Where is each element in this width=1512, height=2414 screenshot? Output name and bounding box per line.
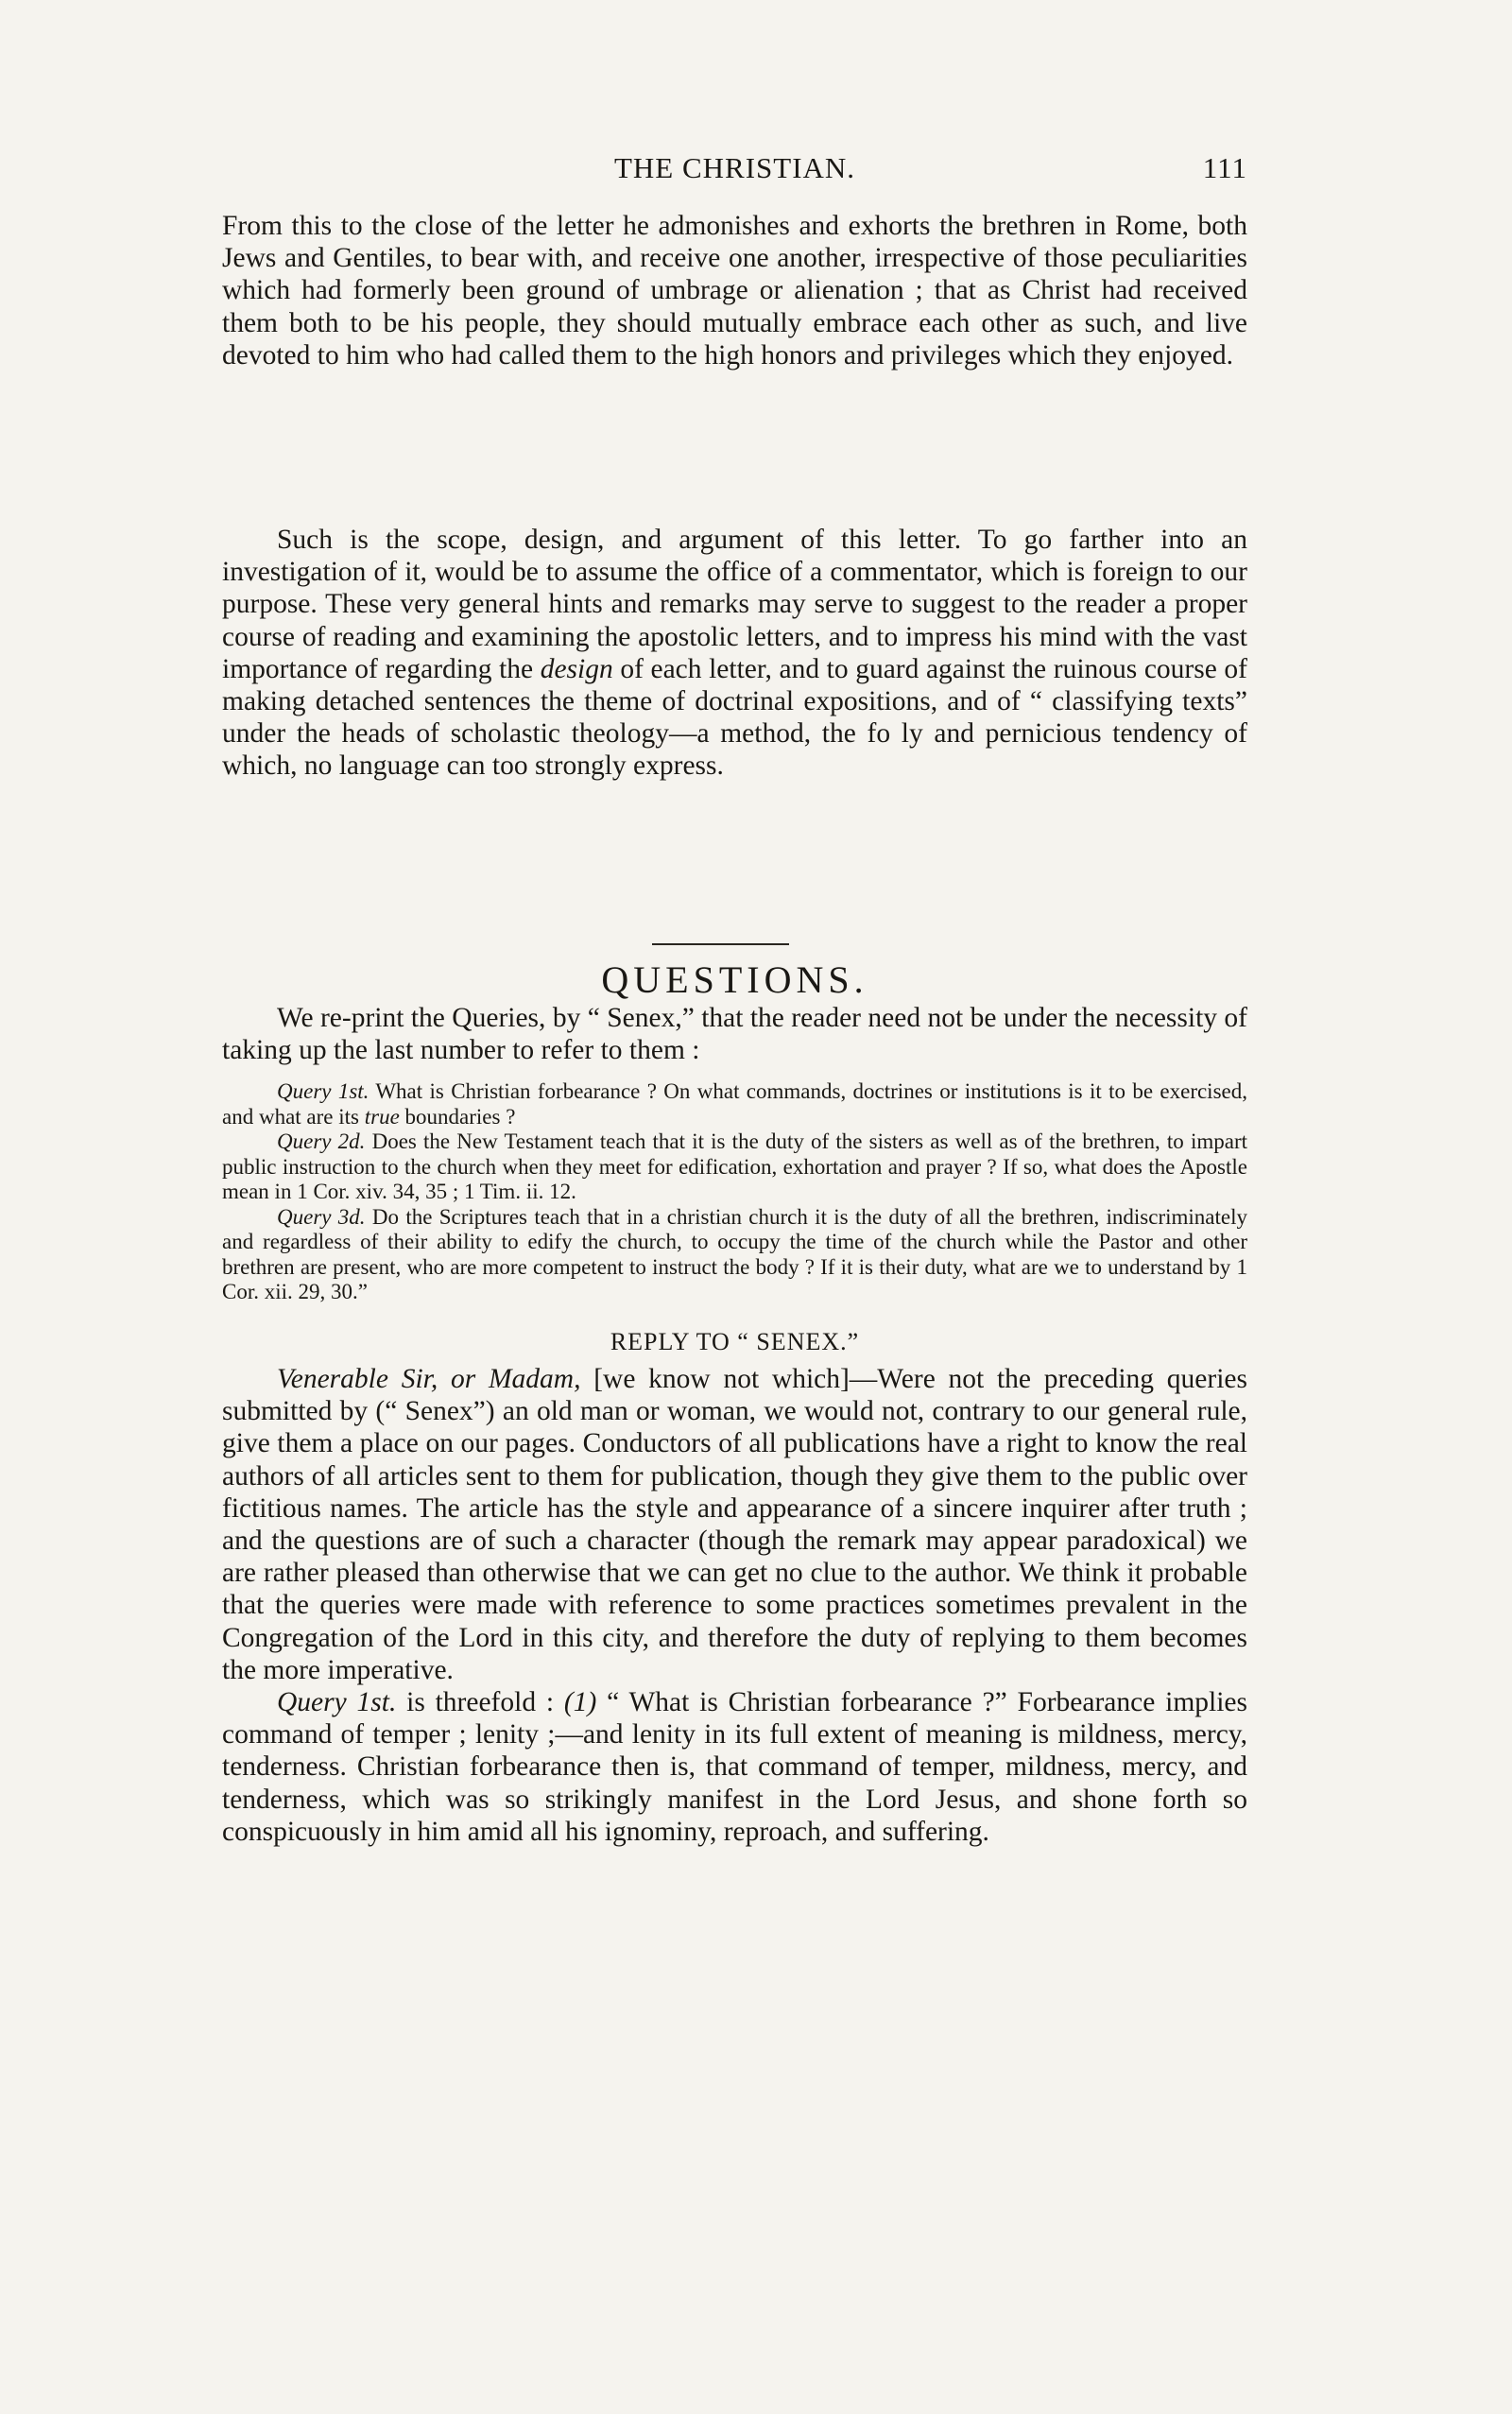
query-1 [222, 1079, 1247, 1129]
reply-paragraph-2-part-a: is threefold : [396, 1687, 564, 1718]
reply-block [222, 1363, 1247, 1848]
queries-block [222, 1079, 1247, 1305]
reply-paragraph-2-part-b: “ What is Christian forbearance ?” Forbearance implies command of temper ; lenity ;—and lenity in its full extent of meaning is mildness, mercy, tenderness. Christian forbearance then is, that command of temper, mildness, mercy, and tenderness, which was so strikingly manifest in the Lord Jesus, and shone forth so conspicuously in him amid all his ignominy, reproach, and suffering. [222, 1687, 1247, 1847]
query-3-text: Do the Scriptures teach that in a christian church it is the duty of all the brethren, indiscriminately and regardless of their ability to edify the church, to occupy the time of the church while the Pastor and other brethren are present, who are more competent to instruct the body ? If it is their duty, what are we to understand by 1 Cor. xii. 29, 30.” [222, 1204, 1247, 1303]
paragraph-1 [222, 210, 1247, 371]
query-1-emphasis: true [364, 1104, 400, 1129]
paragraph-1-text: From this to the close of the letter he admonishes and exhorts the brethren in Rome, both Jews and Gentiles, to bear with, and receive one another, irrespective of those peculiarities which had formerly been ground of umbrage or alienation ; that as Christ had received them both to be his people, they should mutually embrace each other as such, and live devoted to him who had called them to the high honors and privileges which they enjoyed. [222, 211, 1247, 371]
section-divider [652, 943, 789, 945]
section-heading: QUESTIONS. [601, 958, 868, 1001]
reply-paragraph-1 [222, 1363, 1247, 1686]
paragraph-2 [222, 524, 1247, 783]
running-title: THE CHRISTIAN. [613, 151, 856, 184]
query-1-label: Query 1st. [277, 1079, 369, 1103]
paragraph-2-emphasis: design [540, 653, 613, 684]
query-2 [222, 1129, 1247, 1205]
query-3-label: Query 3d. [277, 1204, 366, 1229]
query-1-part-a: What is Christian forbearance ? On what commands, doctrines or institutions is it to be exercised, and what are its [222, 1079, 1247, 1129]
paragraph-2-part-a: Such is the scope, design, and argument of this letter. To go farther into an investigation of it, would be to assume the office of a commentator, which is foreign to our purpose. These very general hints and remarks may serve to suggest to the reader a proper course of reading and examining the apostolic letters, and to impress his mind with the vast importance of regarding the [222, 525, 1247, 684]
reply-salutation: Venerable Sir, or Madam, [277, 1364, 581, 1394]
section-intro [222, 1002, 1247, 1066]
reply-query-label: Query 1st. [277, 1687, 397, 1718]
section-intro-text: We re-print the Queries, by “ Senex,” that the reader need not be under the necessity of taking up the last number to refer to them : [222, 1003, 1247, 1065]
query-3 [222, 1205, 1247, 1305]
reply-paragraph-2-number: (1) [563, 1687, 597, 1718]
query-2-label: Query 2d. [277, 1129, 366, 1153]
reply-heading: REPLY TO “ SENEX.” [610, 1328, 860, 1355]
query-2-text: Does the New Testament teach that it is the duty of the sisters as well as of the brethren, to impart public instruction to the church when they meet for edification, exhortation and prayer ? If so, what does the Apostle mean in 1 Cor. xiv. 34, 35 ; 1 Tim. ii. 12. [222, 1129, 1247, 1203]
reply-paragraph-2 [222, 1686, 1247, 1848]
running-head [222, 151, 1247, 189]
query-1-part-b: boundaries ? [399, 1104, 516, 1129]
paragraph-2-part-b: of each letter, and to guard against the ruinous course of making detached sentences the theme of doctrinal expositions, and of “ classifying texts” under the heads of scholastic theology—a method, the fo ly and pernicious tendency of which, no language can too strongly express. [222, 653, 1247, 782]
paragraph-2-text [222, 524, 1247, 783]
reply-paragraph-1-text: [we know not which]—Were not the preceding queries submitted by (“ Senex”) an old man or woman, we would not, contrary to our general rule, give them a place on our pages. Conductors of all publications have a right to know the real authors of all articles sent to them for publication, though they give them to the public over fictitious names. The article has the style and appearance of a sincere inquirer after truth ; and the questions are of such a character (though the remark may appear paradoxical) we are rather pleased than otherwise that we can get no clue to the author. We think it probable that the queries were made with reference to some practices sometimes prevalent in the Congregation of the Lord in this city, and therefore the duty of replying to them becomes the more imperative. [222, 1364, 1247, 1685]
page-number: 111 [1202, 151, 1247, 184]
